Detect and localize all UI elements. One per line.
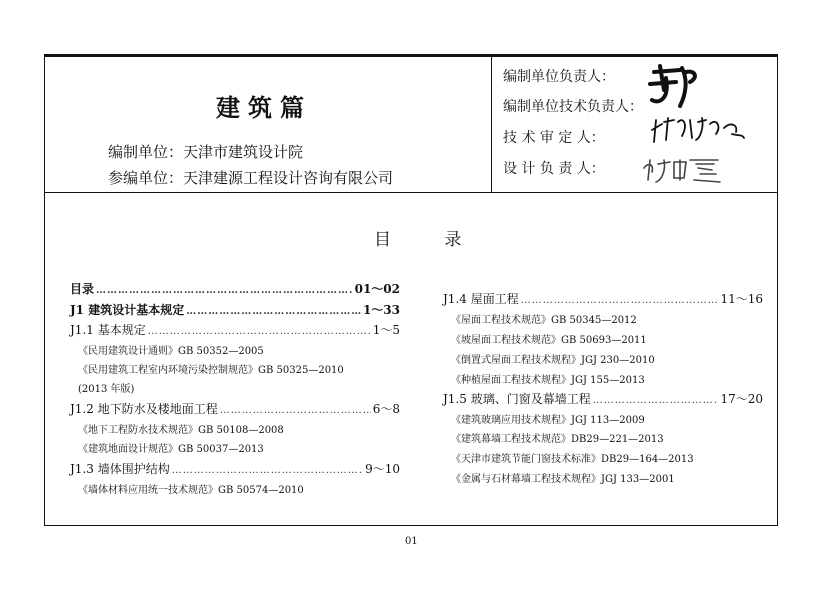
toc-entry-label: J1.3 墙体围护结构	[70, 462, 170, 476]
toc-entry-pages: 1～33	[362, 303, 400, 317]
leader-dots	[521, 295, 719, 306]
toc-reference[interactable]: 《民用建筑设计通则》GB 50352—2005	[78, 346, 264, 357]
responsibility-label: 编制单位技术负责人：	[503, 99, 643, 115]
responsibility-label: 编制单位负责人：	[503, 69, 615, 85]
compiling-unit	[108, 141, 303, 162]
toc-reference[interactable]: 《墙体材料应用统一技术规范》GB 50574—2010	[78, 485, 304, 496]
toc-entry-label: J1.1 基本规定	[70, 323, 146, 337]
toc-reference[interactable]: 《坡屋面工程技术规范》GB 50693—2011	[451, 335, 647, 346]
toc-entry[interactable]	[70, 460, 400, 477]
page-title: 建筑篇	[216, 93, 312, 122]
toc-entry[interactable]	[443, 290, 763, 307]
toc-entry[interactable]	[70, 400, 400, 417]
participating-unit-name: 天津建源工程设计咨询有限公司	[183, 169, 394, 187]
toc-entry[interactable]	[443, 390, 763, 407]
toc-entry-pages: 01～02	[354, 282, 400, 296]
page-number: 01	[405, 536, 418, 547]
toc-reference[interactable]: 《地下工程防水技术规范》GB 50108—2008	[78, 425, 284, 436]
participating-unit	[108, 167, 393, 188]
leader-dots	[172, 465, 363, 476]
signature-3	[640, 152, 722, 188]
toc-reference[interactable]: 《倒置式屋面工程技术规程》JGJ 230—2010	[451, 355, 655, 366]
toc-entry[interactable]	[70, 321, 400, 338]
toc-entry-label: J1.2 地下防水及楼地面工程	[70, 402, 218, 416]
responsibility-label: 技 术 审 定 人：	[503, 130, 605, 146]
toc-reference[interactable]: 《建筑地面设计规范》GB 50037—2013	[78, 444, 264, 455]
toc-entry-label: J1 建筑设计基本规定	[70, 303, 185, 317]
header-vertical-divider	[491, 56, 492, 192]
toc-entry-label: J1.5 玻璃、门窗及幕墙工程	[443, 392, 591, 406]
toc-entry-pages: 9～10	[365, 462, 400, 476]
toc-reference[interactable]: 《建筑玻璃应用技术规程》JGJ 113—2009	[451, 415, 645, 426]
technical-responsible-row	[503, 96, 643, 116]
leader-dots	[220, 405, 371, 416]
toc-reference[interactable]: 《屋面工程技术规范》GB 50345—2012	[451, 315, 637, 326]
toc-reference[interactable]: 《天津市建筑节能门窗技术标准》DB29—164—2013	[451, 454, 694, 465]
responsibility-label: 设 计 负 责 人：	[503, 161, 605, 177]
toc-title: 目 录	[374, 230, 486, 250]
toc-entry[interactable]	[70, 280, 400, 297]
toc-reference: (2013 年版)	[78, 384, 135, 395]
leader-dots	[96, 285, 353, 296]
toc-entry-pages: 6～8	[372, 402, 400, 416]
toc-entry-pages: 11～16	[720, 292, 763, 306]
toc-entry-label: 目录	[70, 282, 95, 296]
technical-reviewer-row	[503, 127, 605, 147]
toc-reference[interactable]: 《民用建筑工程室内环境污染控制规范》GB 50325—2010	[78, 365, 344, 376]
signature-1	[640, 60, 710, 108]
design-lead-row	[503, 158, 605, 178]
compiling-unit-name: 天津市建筑设计院	[183, 143, 304, 161]
toc-reference[interactable]: 《金属与石材幕墙工程技术规程》JGJ 133—2001	[451, 474, 675, 485]
toc-entry-label: J1.4 屋面工程	[443, 292, 519, 306]
toc-entry-pages: 1～5	[372, 323, 400, 337]
participating-unit-label: 参编单位：	[108, 169, 184, 187]
responsible-person-row	[503, 66, 615, 86]
toc-entry[interactable]	[70, 301, 400, 318]
leader-dots	[186, 306, 361, 317]
toc-entry-pages: 17～20	[720, 392, 763, 406]
signature-2	[648, 112, 748, 146]
leader-dots	[148, 326, 371, 337]
leader-dots	[593, 395, 719, 406]
header-divider	[44, 192, 778, 193]
toc-reference[interactable]: 《种植屋面工程技术规程》JGJ 155—2013	[451, 375, 645, 386]
toc-reference[interactable]: 《建筑幕墙工程技术规范》DB29—221—2013	[451, 434, 664, 445]
compiling-unit-label: 编制单位：	[108, 143, 184, 161]
